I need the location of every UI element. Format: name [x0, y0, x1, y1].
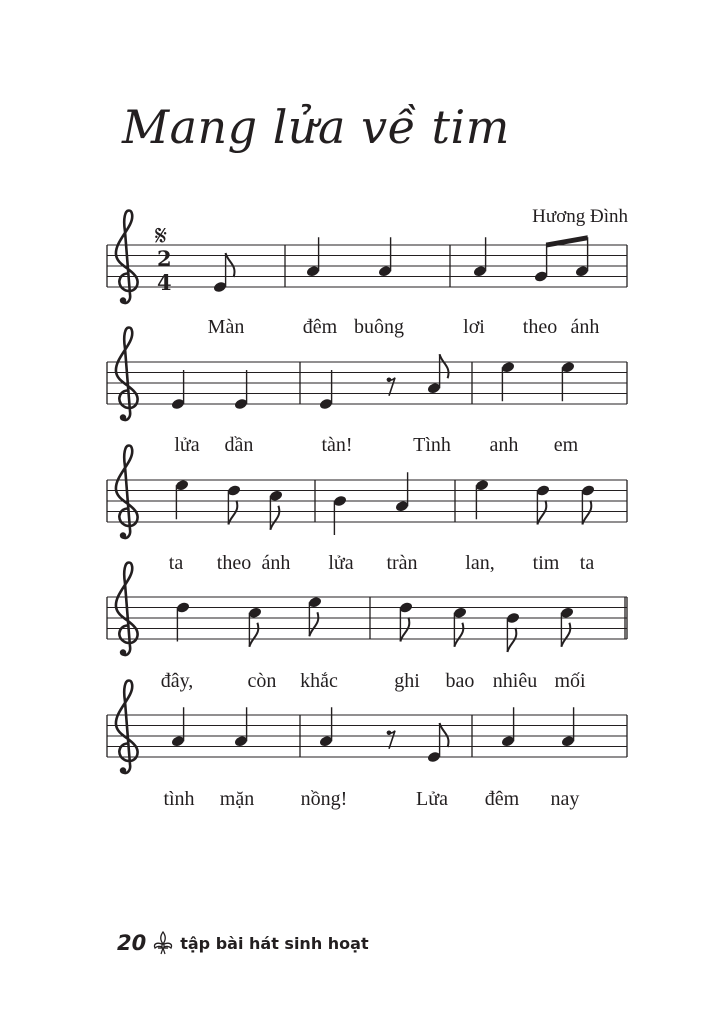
- lyric-syllable: em: [553, 434, 579, 456]
- fleur-de-lis-icon: [152, 931, 174, 955]
- note-flag: [507, 628, 516, 652]
- lyric-syllable: mặn: [219, 788, 255, 810]
- lyric-syllable: ánh: [261, 552, 291, 574]
- lyric-syllable: buông: [354, 316, 404, 338]
- lyric-syllable: anh: [489, 434, 519, 456]
- treble-clef-icon: [116, 328, 138, 421]
- lyric-syllable: ta: [168, 552, 184, 574]
- lyric-syllable: bao: [445, 670, 475, 692]
- note-flag: [537, 501, 546, 525]
- note-flag: [582, 501, 591, 525]
- book-title: tập bài hát sinh hoạt: [180, 933, 369, 953]
- page-footer: [117, 929, 369, 957]
- lyric-syllable: tàn!: [321, 434, 353, 456]
- note-flag: [226, 253, 235, 277]
- treble-clef-icon: [116, 681, 138, 774]
- treble-clef-icon: [116, 211, 138, 304]
- lyric-syllable: lan,: [465, 552, 495, 574]
- lyric-syllable: tràn: [386, 552, 418, 574]
- lyric-syllable: theo: [216, 552, 252, 574]
- eighth-rest-dot: [387, 378, 392, 383]
- segno-sign: 𝄋: [155, 219, 168, 252]
- eighth-rest-dot: [387, 731, 392, 736]
- note-beam: [547, 235, 588, 247]
- lyric-syllable: mối: [554, 670, 586, 692]
- song-title: Mang lửa về tim: [122, 100, 510, 154]
- lyric-syllable: lửa: [174, 434, 200, 456]
- lyric-syllable: tim: [532, 552, 560, 574]
- lyric-syllable: theo: [522, 316, 558, 338]
- note-flag: [270, 506, 279, 530]
- treble-clef-icon: [116, 446, 138, 539]
- lyric-syllable: đây,: [160, 670, 194, 692]
- lyric-syllable: còn: [247, 670, 277, 692]
- time-signature-bottom: 4: [157, 270, 172, 295]
- page-number: 20: [117, 931, 147, 955]
- note-flag: [561, 623, 570, 647]
- lyric-syllable: nồng!: [300, 788, 348, 810]
- note-flag: [309, 612, 318, 636]
- treble-clef-icon: [116, 563, 138, 656]
- lyric-syllable: khắc: [300, 670, 338, 692]
- note-flag: [454, 623, 463, 647]
- lyric-syllable: Tình: [413, 434, 451, 456]
- lyric-syllable: ghi: [394, 670, 420, 692]
- lyric-syllable: nay: [550, 788, 580, 810]
- lyric-syllable: lửa: [328, 552, 354, 574]
- lyric-syllable: ta: [579, 552, 595, 574]
- note-flag: [440, 723, 449, 747]
- composer-name: Hương Đình: [532, 206, 628, 227]
- note-flag: [400, 618, 409, 642]
- time-signature-top: 2: [157, 246, 172, 271]
- note-flag: [249, 623, 258, 647]
- lyric-syllable: dần: [224, 434, 254, 456]
- lyric-syllable: đêm: [302, 316, 338, 338]
- lyric-syllable: ánh: [570, 316, 600, 338]
- lyric-syllable: đêm: [484, 788, 520, 810]
- note-flag: [440, 354, 449, 378]
- lyric-syllable: Lửa: [416, 788, 448, 810]
- lyric-syllable: nhiêu: [492, 670, 538, 692]
- lyric-syllable: lơi: [463, 316, 485, 338]
- lyric-syllable: Màn: [207, 316, 245, 338]
- note-flag: [228, 501, 237, 525]
- lyric-syllable: tình: [163, 788, 195, 810]
